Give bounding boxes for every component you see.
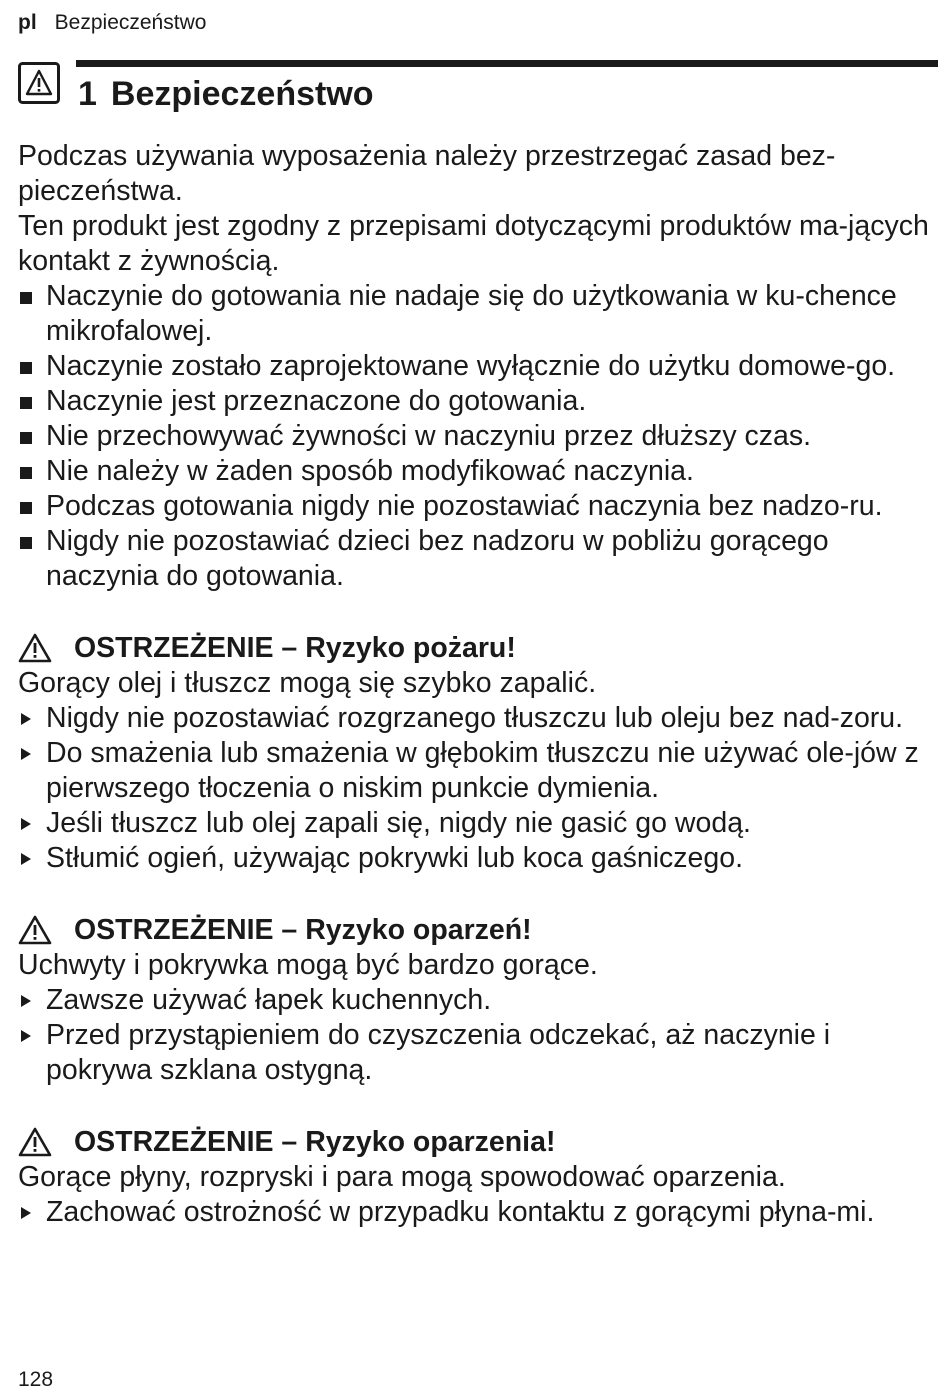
warning-title: OSTRZEŻENIE – Ryzyko pożaru! — [74, 632, 516, 664]
list-item: Jeśli tłuszcz lub olej zapali się, nigdy nie gasić go wodą. — [18, 806, 934, 841]
list-item: Zachować ostrożność w przypadku kontaktu z gorącymi płyna-mi. — [18, 1195, 934, 1230]
chapter-title — [78, 72, 374, 116]
warning-text: Uchwyty i pokrywka mogą być bardzo gorące. — [18, 949, 598, 981]
list-item: Do smażenia lub smażenia w głębokim tłuszczu nie używać ole-jów z pierwszego tłoczenia o niskim punkcie dymienia. — [18, 736, 934, 806]
list-item: Stłumić ogień, używając pokrywki lub koca gaśniczego. — [18, 841, 934, 876]
list-item: Naczynie do gotowania nie nadaje się do użytkowania w ku-chence mikrofalowej. — [18, 279, 934, 349]
warning-steps — [18, 1195, 934, 1230]
document-body — [18, 139, 934, 1230]
list-item: Naczynie zostało zaprojektowane wyłącznie do użytku domowe-go. — [18, 349, 934, 384]
chapter-number: 1 — [78, 75, 97, 113]
warning-title: OSTRZEŻENIE – Ryzyko oparzeń! — [74, 914, 532, 946]
list-item: Nigdy nie pozostawiać dzieci bez nadzoru w pobliżu gorącego naczynia do gotowania. — [18, 524, 934, 594]
list-item: Naczynie jest przeznaczone do gotowania. — [18, 384, 934, 419]
running-header — [18, 10, 206, 36]
warning-triangle-icon — [18, 633, 52, 663]
warning-text: Gorące płyny, rozpryski i para mogą spowodować oparzenia. — [18, 1161, 786, 1193]
list-item: Nie należy w żaden sposób modyfikować naczynia. — [18, 454, 934, 489]
page-number: 128 — [18, 1368, 54, 1391]
warning-heading-scald — [18, 1124, 934, 1160]
list-item: Przed przystąpieniem do czyszczenia odczekać, aż naczynie i pokrywa szklana ostygną. — [18, 1018, 934, 1088]
list-item: Nie przechowywać żywności w naczyniu przez dłuższy czas. — [18, 419, 934, 454]
warning-heading-burns — [18, 912, 934, 948]
language-code: pl — [18, 11, 37, 34]
warning-triangle-icon — [18, 62, 60, 104]
list-item: Nigdy nie pozostawiać rozgrzanego tłuszczu lub oleju bez nad-zoru. — [18, 701, 934, 736]
list-item: Podczas gotowania nigdy nie pozostawiać naczynia bez nadzo-ru. — [18, 489, 934, 524]
warning-steps — [18, 701, 934, 876]
list-item: Zawsze używać łapek kuchennych. — [18, 983, 934, 1018]
safety-list — [18, 279, 934, 594]
chapter-rule — [76, 60, 938, 67]
chapter-title-text: Bezpieczeństwo — [110, 75, 374, 113]
running-section-title: Bezpieczeństwo — [54, 11, 207, 34]
warning-heading-fire — [18, 630, 934, 666]
warning-triangle-icon — [18, 915, 52, 945]
intro-paragraph: Podczas używania wyposażenia należy przestrzegać zasad bez-pieczeństwa. — [18, 140, 836, 207]
warning-triangle-icon — [18, 1127, 52, 1157]
warning-steps — [18, 983, 934, 1088]
warning-title: OSTRZEŻENIE – Ryzyko oparzenia! — [74, 1126, 556, 1158]
warning-text: Gorący olej i tłuszcz mogą się szybko zapalić. — [18, 667, 597, 699]
intro-paragraph: Ten produkt jest zgodny z przepisami dotyczącymi produktów ma-jących kontakt z żywnością. — [18, 210, 929, 277]
